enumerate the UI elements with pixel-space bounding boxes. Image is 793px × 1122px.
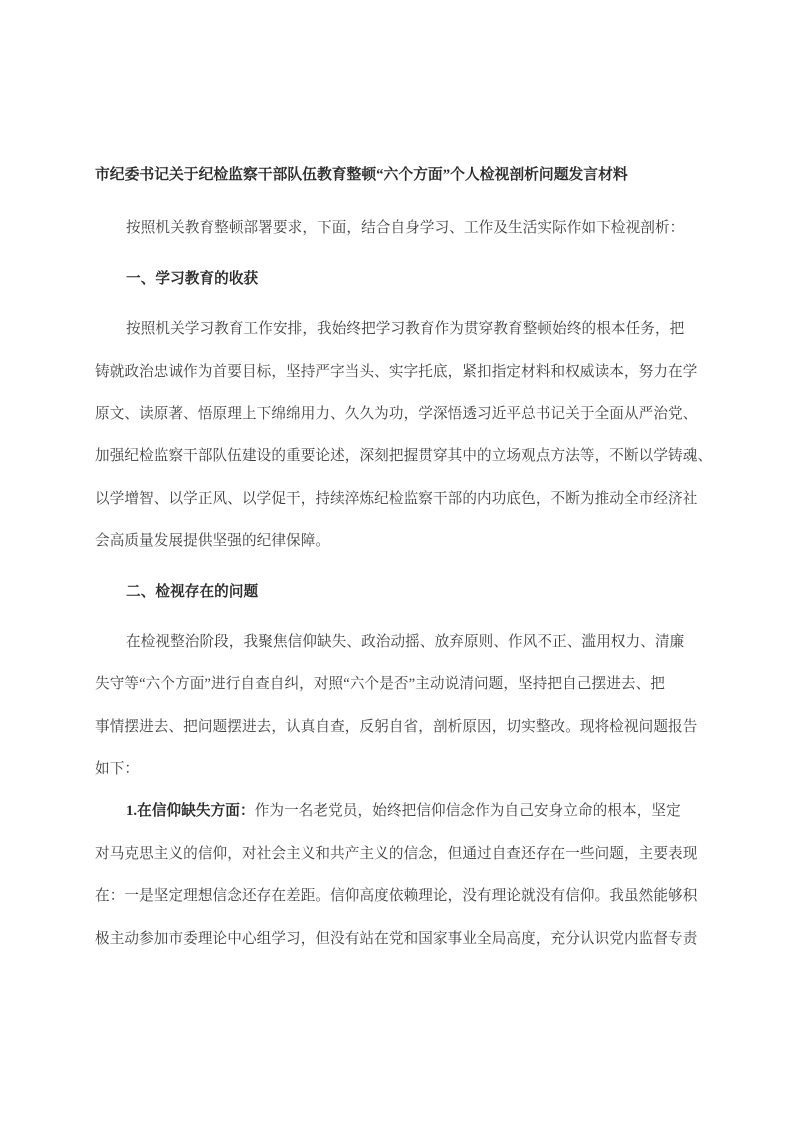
section-heading: 一、学习教育的收获 <box>126 270 259 287</box>
text-line <box>95 790 683 832</box>
section-heading: 二、检视存在的问题 <box>126 583 259 600</box>
text-line: 按照机关教育整顿部署要求，下面，结合自身学习、工作及生活实际作如下检视剖析： <box>126 220 685 237</box>
text-line: 原文、读原著、悟原理上下绵绵用力、久久为功，学深悟透习近平总书记关于全面从严治党、 <box>95 405 698 422</box>
text-line: 按照机关学习教育工作安排，我始终把学习教育作为贯穿教育整顿始终的根本任务，把 <box>126 321 685 338</box>
text-line: 铸就政治忠诚作为首要目标，坚持严字当头、实字托底，紧扣指定材料和权威读本，努力在学 <box>95 363 698 380</box>
text-line: 在：一是坚定理想信念还存在差距。信仰高度依赖理论，没有理论就没有信仰。我虽然能够积 <box>95 888 698 905</box>
text-line: 事情摆进去、把问题摆进去，认真自查，反躬自省，剖析原因，切实整改。现将检视问题报告 <box>95 718 698 735</box>
text-line: 加强纪检监察干部队伍建设的重要论述，深刻把握贯穿其中的立场观点方法等，不断以学铸魂、 <box>95 448 713 465</box>
text-line: 以学增智、以学正风、以学促干，持续淬炼纪检监察干部的内功底色，不断为推动全市经济社 <box>95 490 698 507</box>
text-run: 作为一名老党员，始终把信仰信念作为自己安身立命的根本，坚定 <box>254 803 681 820</box>
text-line: 极主动参加市委理论中心组学习，但没有站在党和国家事业全局高度，充分认识党内监督专责 <box>95 930 698 947</box>
document-title: 市纪委书记关于纪检监察干部队伍教育整顿“六个方面”个人检视剖析问题发言材料 <box>95 167 628 183</box>
text-line: 如下： <box>95 761 140 778</box>
text-line: 失守等“六个方面”进行自查自纠，对照“六个是否”主动说清问题，坚持把自己摆进去、把 <box>95 676 665 693</box>
list-item-label: 1.在信仰缺失方面： <box>126 803 255 820</box>
document-body <box>95 207 713 960</box>
document-content <box>0 154 793 960</box>
text-line: 对马克思主义的信仰，对社会主义和共产主义的信念，但通过自查还存在一些问题，主要表现 <box>95 845 698 862</box>
text-line: 会高质量发展提供坚强的纪律保障。 <box>95 533 331 550</box>
text-line: 在检视整治阶段，我聚焦信仰缺失、政治动摇、放弃原则、作风不正、滥用权力、清廉 <box>126 633 685 650</box>
